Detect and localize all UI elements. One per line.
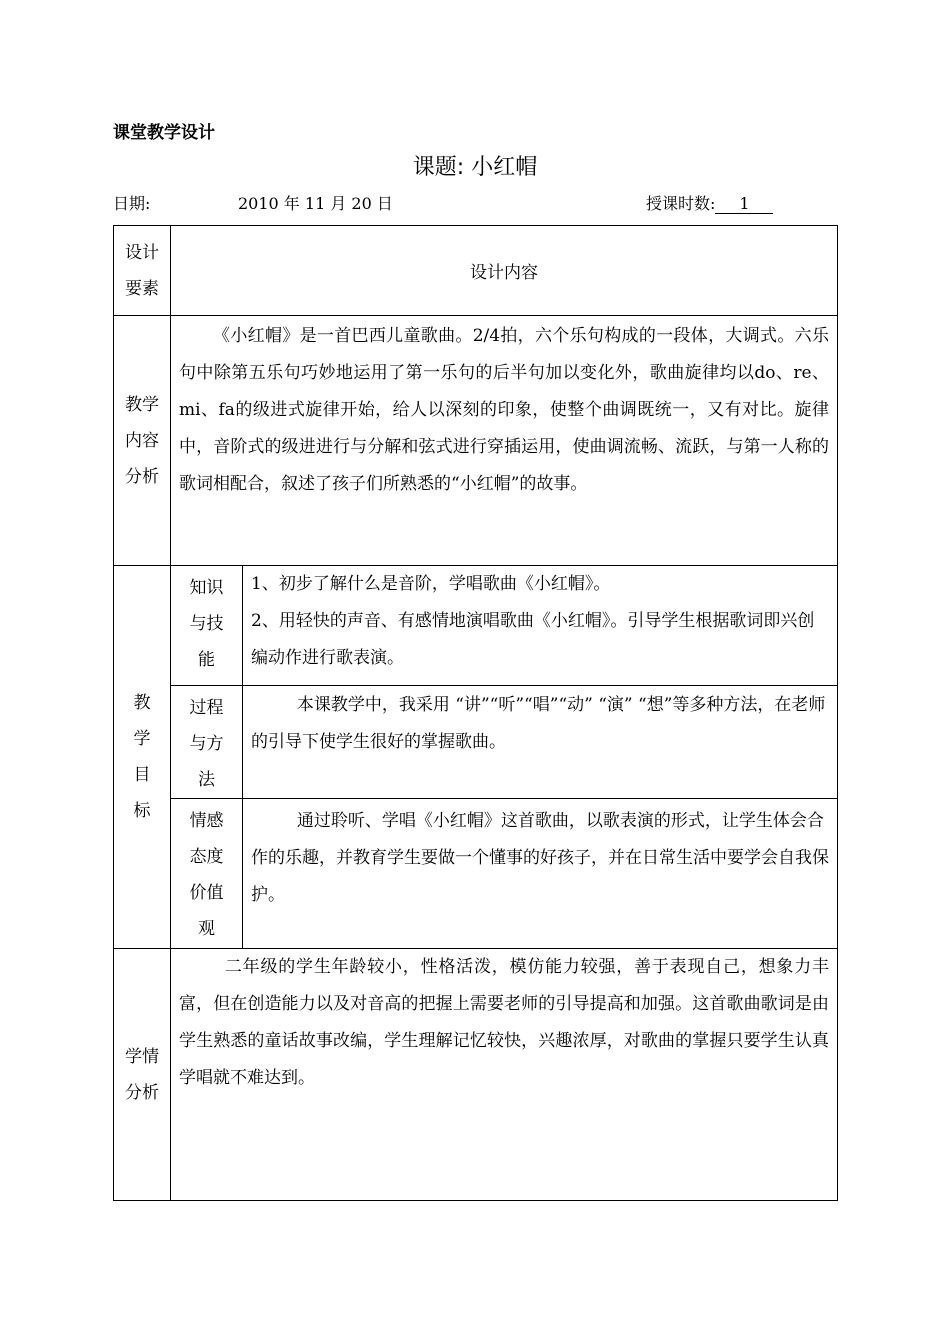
objective-knowledge-row bbox=[114, 566, 838, 686]
knowledge-cell bbox=[243, 566, 838, 686]
learner-analysis-cell bbox=[171, 949, 838, 1201]
knowledge-label: 知识与技能 bbox=[189, 578, 224, 670]
table-header-row bbox=[114, 226, 838, 316]
objective-emotion-row bbox=[114, 799, 838, 949]
process-cell bbox=[243, 686, 838, 799]
content-analysis-cell bbox=[171, 316, 838, 566]
objectives-label-cell bbox=[114, 566, 171, 949]
process-label-cell bbox=[171, 686, 243, 799]
learner-analysis-label-cell bbox=[114, 949, 171, 1201]
class-hours bbox=[646, 191, 773, 214]
date-value: 2010 年 11 月 20 日 bbox=[238, 194, 393, 213]
header-content-cell bbox=[171, 226, 838, 316]
header-elements-label: 设计要素 bbox=[125, 242, 159, 299]
emotion-text: 通过聆听、学唱《小红帽》这首歌曲，以歌表演的形式，让学生体会合作的乐趣，并教育学生要做一个懂事的好孩子，并在日常生活中要学会自我保护。 bbox=[251, 811, 829, 905]
learner-analysis-row bbox=[114, 949, 838, 1201]
content-analysis-label-cell bbox=[114, 316, 171, 566]
learner-analysis-label: 学情分析 bbox=[125, 1046, 159, 1103]
content-analysis-row bbox=[114, 316, 838, 566]
objective-process-row bbox=[114, 686, 838, 799]
knowledge-text bbox=[243, 566, 837, 677]
emotion-label: 情感态度价值观 bbox=[189, 811, 224, 939]
header-content-label: 设计内容 bbox=[470, 263, 538, 283]
knowledge-line-2: 2、用轻快的声音、有感情地演唱歌曲《小红帽》。引导学生根据歌词即兴创编动作进行歌表演。 bbox=[251, 611, 815, 668]
objectives-label: 教学目标 bbox=[133, 693, 151, 821]
emotion-cell bbox=[243, 799, 838, 949]
process-label: 过程与方法 bbox=[189, 698, 224, 790]
class-hours-label: 授课时数: bbox=[646, 194, 716, 213]
date-label: 日期: bbox=[113, 194, 151, 213]
knowledge-line-1: 1、初步了解什么是音阶，学唱歌曲《小红帽》。 bbox=[251, 574, 611, 594]
lesson-design-table bbox=[113, 225, 838, 1201]
document-heading: 课堂教学设计 bbox=[113, 123, 215, 143]
content-analysis-label: 教学内容分析 bbox=[125, 394, 159, 487]
process-text: 本课教学中，我采用 “讲”“听”“唱”“动” “演” “想”等多种方法，在老师的引导下使学生很好的掌握歌曲。 bbox=[251, 695, 826, 752]
learner-analysis-text: 二年级的学生年龄较小，性格活泼，模仿能力较强，善于表现自己，想象力丰富，但在创造能力以及对音高的把握上需要老师的引导提高和加强。这首歌曲歌词是由学生熟悉的童话故事改编，学生理解记忆较快，兴趣浓厚，对歌曲的掌握只要学生认真学唱就不难达到。 bbox=[179, 957, 829, 1088]
emotion-label-cell bbox=[171, 799, 243, 949]
class-hours-value: 1 bbox=[715, 194, 773, 214]
lesson-title: 课题: 小红帽 bbox=[412, 155, 538, 180]
knowledge-label-cell bbox=[171, 566, 243, 686]
content-analysis-text: 《小红帽》是一首巴西儿童歌曲。2/4拍，六个乐句构成的一段体，大调式。六乐句中除第五乐句巧妙地运用了第一乐句的后半句加以变化外，歌曲旋律均以do、re、mi、fa的级进式旋律开始，给人以深刻的印象，使整个曲调既统一，又有对比。旋律中，音阶式的级进进行与分解和弦式进行穿插运用，使曲调流畅、流跃，与第一人称的歌词相配合，叙述了孩子们所熟悉的“小红帽”的故事。 bbox=[179, 326, 829, 494]
header-elements-cell bbox=[114, 226, 171, 316]
